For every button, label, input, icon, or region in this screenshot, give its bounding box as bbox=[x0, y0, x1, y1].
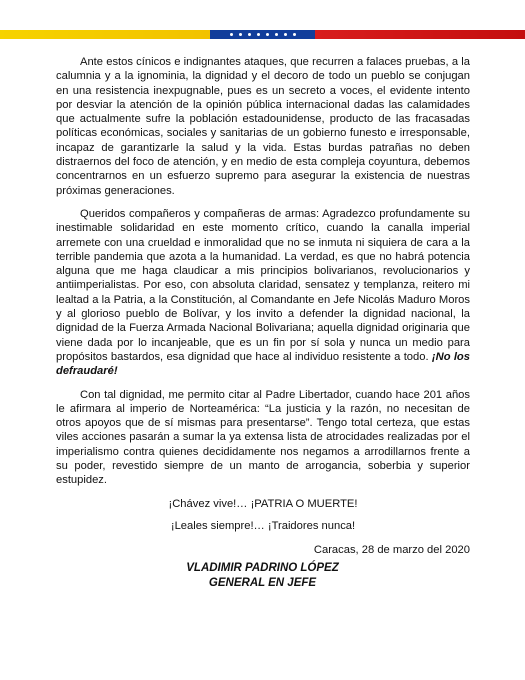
letter-date: Caracas, 28 de marzo del 2020 bbox=[313, 544, 470, 557]
paragraph-2-emphasis: ¡No los defraudaré! bbox=[56, 350, 470, 378]
flag-red-stripe bbox=[315, 30, 525, 39]
flag-blue-stripe-with-stars bbox=[210, 30, 315, 39]
star-icon bbox=[230, 33, 233, 36]
paragraph-3: Con tal dignidad, me permito citar al Padre Libertador, cuando hace 201 años le afirmara al imperio de Norteamérica: “La justicia y la razón, no necesitan de otros apoyos que de sí mismas para presentarse”. Tengo total certeza, que estas viles acciones pasarán a sumar la ya extensa lista de atrocidades realizadas por el imperialismo contra quienes decididamente nos negamos a arrodillarnos frente a su poder, revestido siempre de un manto de arrogancia, soberbia y superior estupidez. bbox=[56, 388, 470, 487]
slogan-2: ¡Leales siempre!… ¡Traidores nunca! bbox=[170, 519, 356, 532]
slogan-1: ¡Chávez vive!… ¡PATRIA O MUERTE! bbox=[168, 497, 358, 510]
signature-title: GENERAL EN JEFE bbox=[208, 576, 317, 589]
star-icon bbox=[257, 33, 260, 36]
signature-block bbox=[0, 561, 525, 590]
paragraph-2-text: Queridos compañeros y compañeras de armas: Agradezco profundamente su inestimable solidaridad en este momento crítico, cuando la canalla imperial arremete con una crueldad e inmoralidad que no se inmuta ni siquiera de cara a la terrible pandemia que azota a la humanidad. La verdad, es que no habrá potencia alguna que me haga claudicar a mis principios bolivarianos, revolucionarios y antiimperialistas. Por eso, con absoluta claridad, sensatez y templanza, reitero mi lealtad a la Patria, a la Constitución, al Comandante en Jefe Nicolás Maduro Moros y al glorioso pueblo de Bolívar, y los invito a defender la dignidad nacional, la dignidad de la Fuerza Armada Nacional Bolivariana; aquella dignidad originaria que viene dada por lo incanjeable, que es un fin por sí sola y nunca un medio para propósitos bastardos, esa dignidad que hace al individuo resistente a todo. bbox=[56, 207, 470, 363]
star-icon bbox=[284, 33, 287, 36]
star-icon bbox=[293, 33, 296, 36]
star-icon bbox=[248, 33, 251, 36]
star-icon bbox=[275, 33, 278, 36]
signature-name: VLADIMIR PADRINO LÓPEZ bbox=[186, 562, 339, 574]
flag-yellow-stripe bbox=[0, 30, 210, 39]
letter-body bbox=[56, 55, 470, 558]
flag-banner bbox=[0, 30, 525, 39]
paragraph-1: Ante estos cínicos e indignantes ataques, que recurren a falaces pruebas, a la calumnia y a la ignominia, la dignidad y el decoro de todo un pueblo se conjugan en una resistencia inexpugnable, pues es un secreto a voces, el evidente intento por desviar la atención de la opinión pública internacional dadas las calamidades que actualmente sufre la población estadounidense, producto de las fracasadas políticas económicas, sociales y sanitarias de un gobierno funesto e irresponsable, incapaz de garantizarle la salud y la vida. Estas burdas patrañas no deben distraernos del foco de atención, y en medio de esta compleja coyuntura, debemos concentrarnos en un esfuerzo supremo para asegurar la existencia de nuestras próximas generaciones. bbox=[56, 56, 470, 197]
star-icon bbox=[266, 33, 269, 36]
paragraph-2 bbox=[56, 207, 470, 379]
star-icon bbox=[239, 33, 242, 36]
